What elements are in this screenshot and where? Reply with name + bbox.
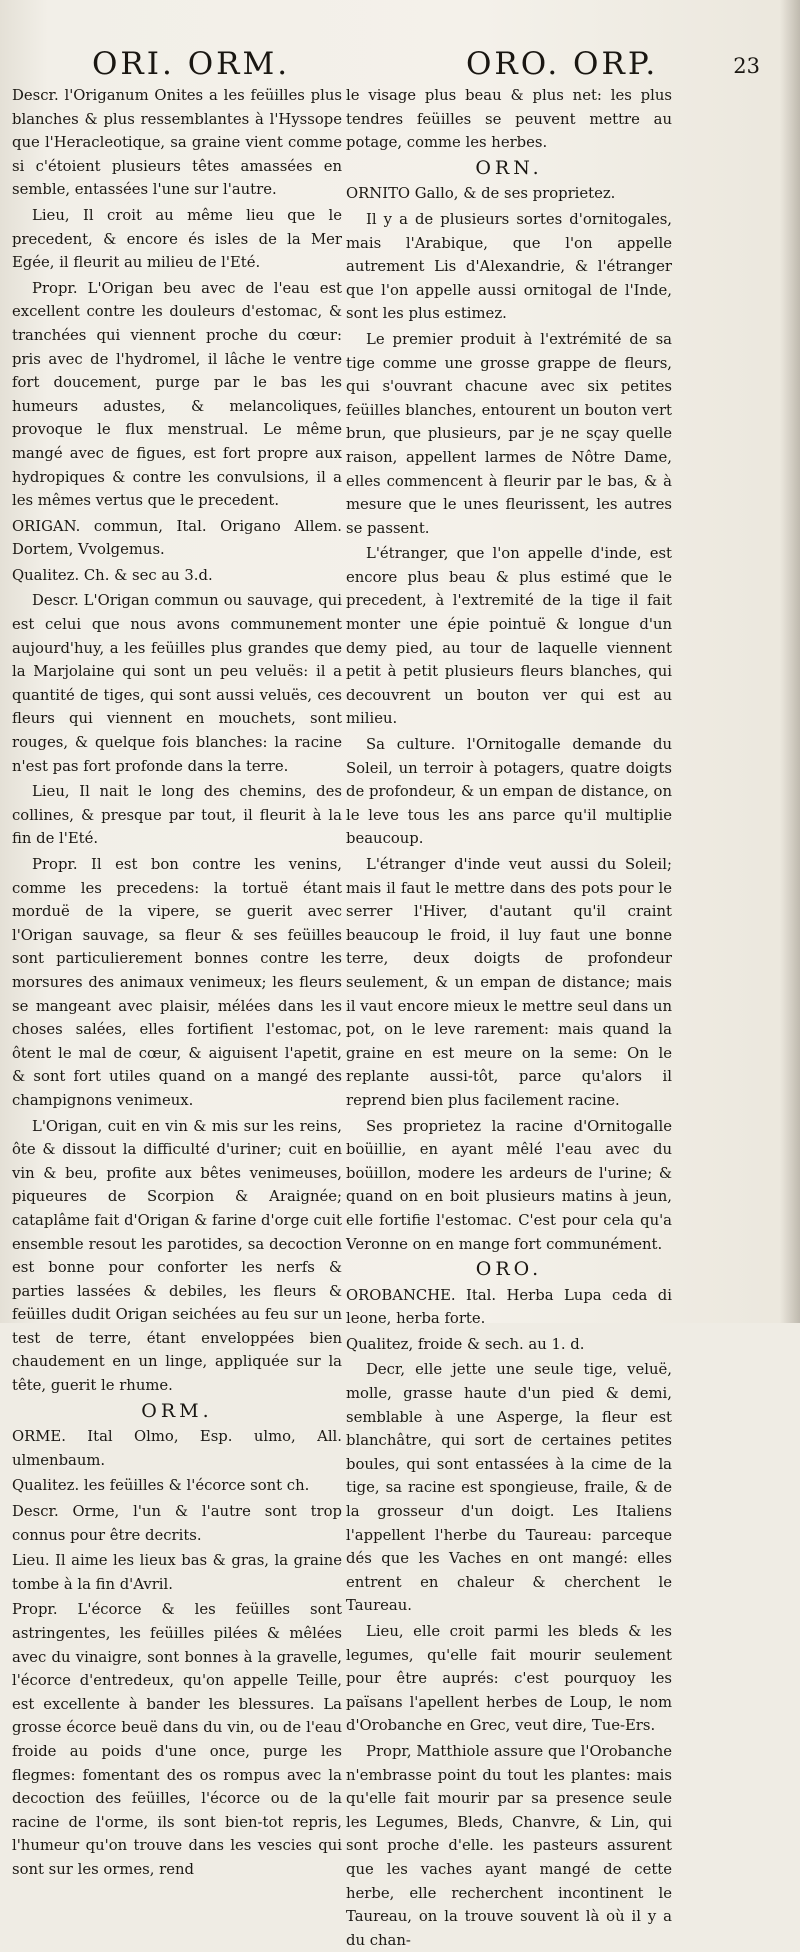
paragraph: L'étranger d'inde veut aussi du Soleil; mais il faut le mettre dans des pots pour le serrer l'Hiver, d'autant qu'il craint beaucoup le froid, il luy faut une bonne terre, deux doigts de profondeur seulement, & un empan de distance; mais il vaut encore mieux le mettre seul dans un pot, on le leve rarement: mais quand la graine en est meure on la seme: On le replante aussi-tôt, parce qu'alors il reprend bien plus facilement racine. (346, 856, 672, 1109)
paragraph: L'Origan, cuit en vin & mis sur les reins, ôte & dissout la difficulté d'uriner; cuit en vin & beu, profite aux bêtes venimeuses, piqueures de Scorpion & Araignée; cataplâme fait d'Origan & farine d'orge cuit ensemble resout les parotides, sa decoction est bonne pour conforter les nerfs & parties lassées & debiles, les fleurs & feüilles dudit Origan seichées au feu sur un test de terre, étant enveloppées bien chaudement en un linge, appliquée sur la tête, guerit le rhume. (12, 1117, 342, 1395)
page-header (40, 46, 760, 86)
paragraph: L'étranger, que l'on appelle d'inde, est encore plus beau & plus estimé que le precedent, à l'extremité de la tige il fait monter une épie pointuë & longue d'un demy pied, au tour de laquelle viennent petit à petit plusieurs fleurs blanches, qui decouvrent un bouton ver qui est au milieu. (346, 545, 672, 728)
right-column (346, 84, 672, 1949)
paragraph: Descr. Orme, l'un & l'autre sont trop connus pour être decrits. (12, 1503, 342, 1544)
left-running-title: ORI. ORM. (92, 46, 291, 82)
section-heading-orm: ORM. (141, 1399, 213, 1422)
paragraph: Propr, Matthiole assure que l'Orobanche n'embrasse point du tout les plantes: mais qu'elle fait mourir par sa presence seule les Legumes, Bleds, Chanvre, & Lin, qui sont proche d'elle. les pasteurs assurent que les vaches ayant mangé de cette herbe, elle recherchent incontinent le Taureau, on la trouve souvent là où il y a du chan- (346, 1742, 672, 1949)
paragraph: Lieu, elle croit parmi les bleds & les legumes, qu'elle fait mourir seulement pour être auprés: c'est pourquoy les païsans l'apellent herbes de Loup, le nom d'Orobanche en Grec, veut dire, Tue-Ers. (346, 1623, 672, 1735)
paragraph: Propr. Il est bon contre les venins, comme les precedens: la tortuë étant morduë de la vipere, se guerit avec l'Origan sauvage, sa fleur & ses feüilles sont particulierement bonnes contre les morsures des animaux venimeux; les fleurs se mangeant avec plaisir, mélées dans les choses salées, elles fortifient l'estomac, ôtent le mal de cœur, & aiguisent l'apetit, & sont fort utiles quand on a mangé des champignons venimeux. (12, 856, 342, 1109)
paragraph: Qualitez. les feüilles & l'écorce sont ch. (12, 1477, 310, 1495)
paragraph: Qualitez, froide & sech. au 1. d. (346, 1335, 585, 1353)
page-edge-shadow (780, 0, 800, 1323)
section-heading-oro: ORO. (475, 1258, 543, 1281)
paragraph: Lieu, Il croit au même lieu que le precedent, & encore és isles de la Mer Egée, il fleurit au milieu de l'Eté. (12, 206, 342, 272)
paragraph: Propr. L'écorce & les feüilles sont astringentes, les feüilles pilées & mêlées avec du vinaigre, sont bonnes à la gravelle, l'écorce d'entredeux, qu'on appelle Teille, est excellente à bander les blessures. La grosse écorce beuë dans du vin, ou de l'eau froide au poids d'une once, purge les flegmes: fomentant des os rompus avec la decoction des feüilles, l'écorce ou de la racine de l'orme, ils sont bien-tot repris, l'humeur qu'on trouve dans les vescies qui sont sur les ormes, rend (12, 1601, 342, 1878)
entry-heading-orobanche: OROBANCHE. Ital. Herba Lupa ceda di leone, herba forte. (346, 1286, 672, 1328)
paragraph: Qualitez. Ch. & sec au 3.d. (12, 566, 213, 584)
paragraph: Sa culture. l'Ornitogalle demande du Soleil, un terroir à potagers, quatre doigts de profondeur, & un empan de distance, on le leve tous les ans parce qu'il multiplie beaucoup. (346, 736, 672, 848)
paragraph: Le premier produit à l'extrémité de sa tige comme une grosse grappe de fleurs, qui s'ouvrant chacune avec six petites feüilles blanches, entourent un bouton vert brun, que plusieurs, par je ne sçay quelle raison, appellent larmes de Nôtre Dame, elles commencent à fleurir par le bas, & à mesure que le unes fleurissent, les autres se passent. (346, 330, 672, 537)
paragraph: Il y a de plusieurs sortes d'ornitogales, mais l'Arabique, que l'on appelle autrement Lis d'Alexandrie, & l'étranger que l'on appelle aussi ornitogal de l'Inde, sont les plus estimez. (346, 210, 672, 323)
paragraph: Lieu, Il nait le long des chemins, des collines, & presque par tout, il fleurit à la fin de l'Eté. (12, 783, 342, 848)
page-number: 23 (733, 54, 760, 78)
paragraph: Ses proprietez la racine d'Ornitogalle boüillie, en ayant mêlé l'eau avec du boüillon, modere les ardeurs de l'urine; & quand on en boit plusieurs matins à jeun, elle fortifie l'estomac. C'est pour cela qu'a Veronne on en mange fort communément. (346, 1117, 672, 1253)
right-running-title: ORO. ORP. (466, 46, 659, 82)
entry-heading-ornito: ORNITO Gallo, & de ses proprietez. (346, 185, 616, 203)
paragraph: Lieu. Il aime les lieux bas & gras, la graine tombe à la fin d'Avril. (12, 1552, 342, 1593)
paragraph: Propr. L'Origan beu avec de l'eau est excellent contre les douleurs d'estomac, & tranchées qui viennent proche du cœur: pris avec de l'hydromel, il lâche le ventre fort doucement, purge par le bas les humeurs adustes, & melancoliques, provoque le flux menstrual. Le même mangé avec de figues, est fort propre aux hydropiques & contre les convulsions, il a les mêmes vertus que le precedent. (12, 279, 342, 510)
section-heading-orn: ORN. (475, 156, 543, 179)
paragraph: Descr. L'Origan commun ou sauvage, qui est celui que nous avons communement aujourd'huy, a les feüilles plus grandes que la Marjolaine qui sont un peu veluës: il a quantité de tiges, qui sont aussi veluës, ces fleurs qui viennent en mouchets, sont rouges, & quelque fois blanches: la racine n'est pas fort profonde dans la terre. (12, 592, 342, 775)
paragraph: Descr. l'Origanum Onites a les feüilles plus blanches & plus ressemblantes à l'Hyssope que l'Heracleotique, sa graine vient comme si c'étoient plusieurs têtes amassées en semble, entassées l'une sur l'autre. (12, 87, 342, 199)
paragraph: le visage plus beau & plus net: les plus tendres feüilles se peuvent mettre au potage, comme les herbes. (346, 87, 672, 152)
entry-heading-origan: ORIGAN. commun, Ital. Origano Allem. Dortem, Vvolgemus. (12, 517, 342, 559)
paragraph: Decr, elle jette une seule tige, veluë, molle, grasse haute d'un pied & demi, semblable à une Asperge, la fleur est blanchâtre, qui sort de certaines petites boules, qui sont entassées à la cime de la tige, sa racine est spongieuse, fraile, & de la grosseur d'un doigt. Les Italiens l'appellent l'herbe du Taureau: parceque dés que les Vaches en ont mangé: elles entrent en chaleur & cherchent le Taureau. (346, 1361, 672, 1615)
entry-heading-orme: ORME. Ital Olmo, Esp. ulmo, All. ulmenbaum. (12, 1428, 342, 1469)
left-column (12, 84, 342, 1878)
